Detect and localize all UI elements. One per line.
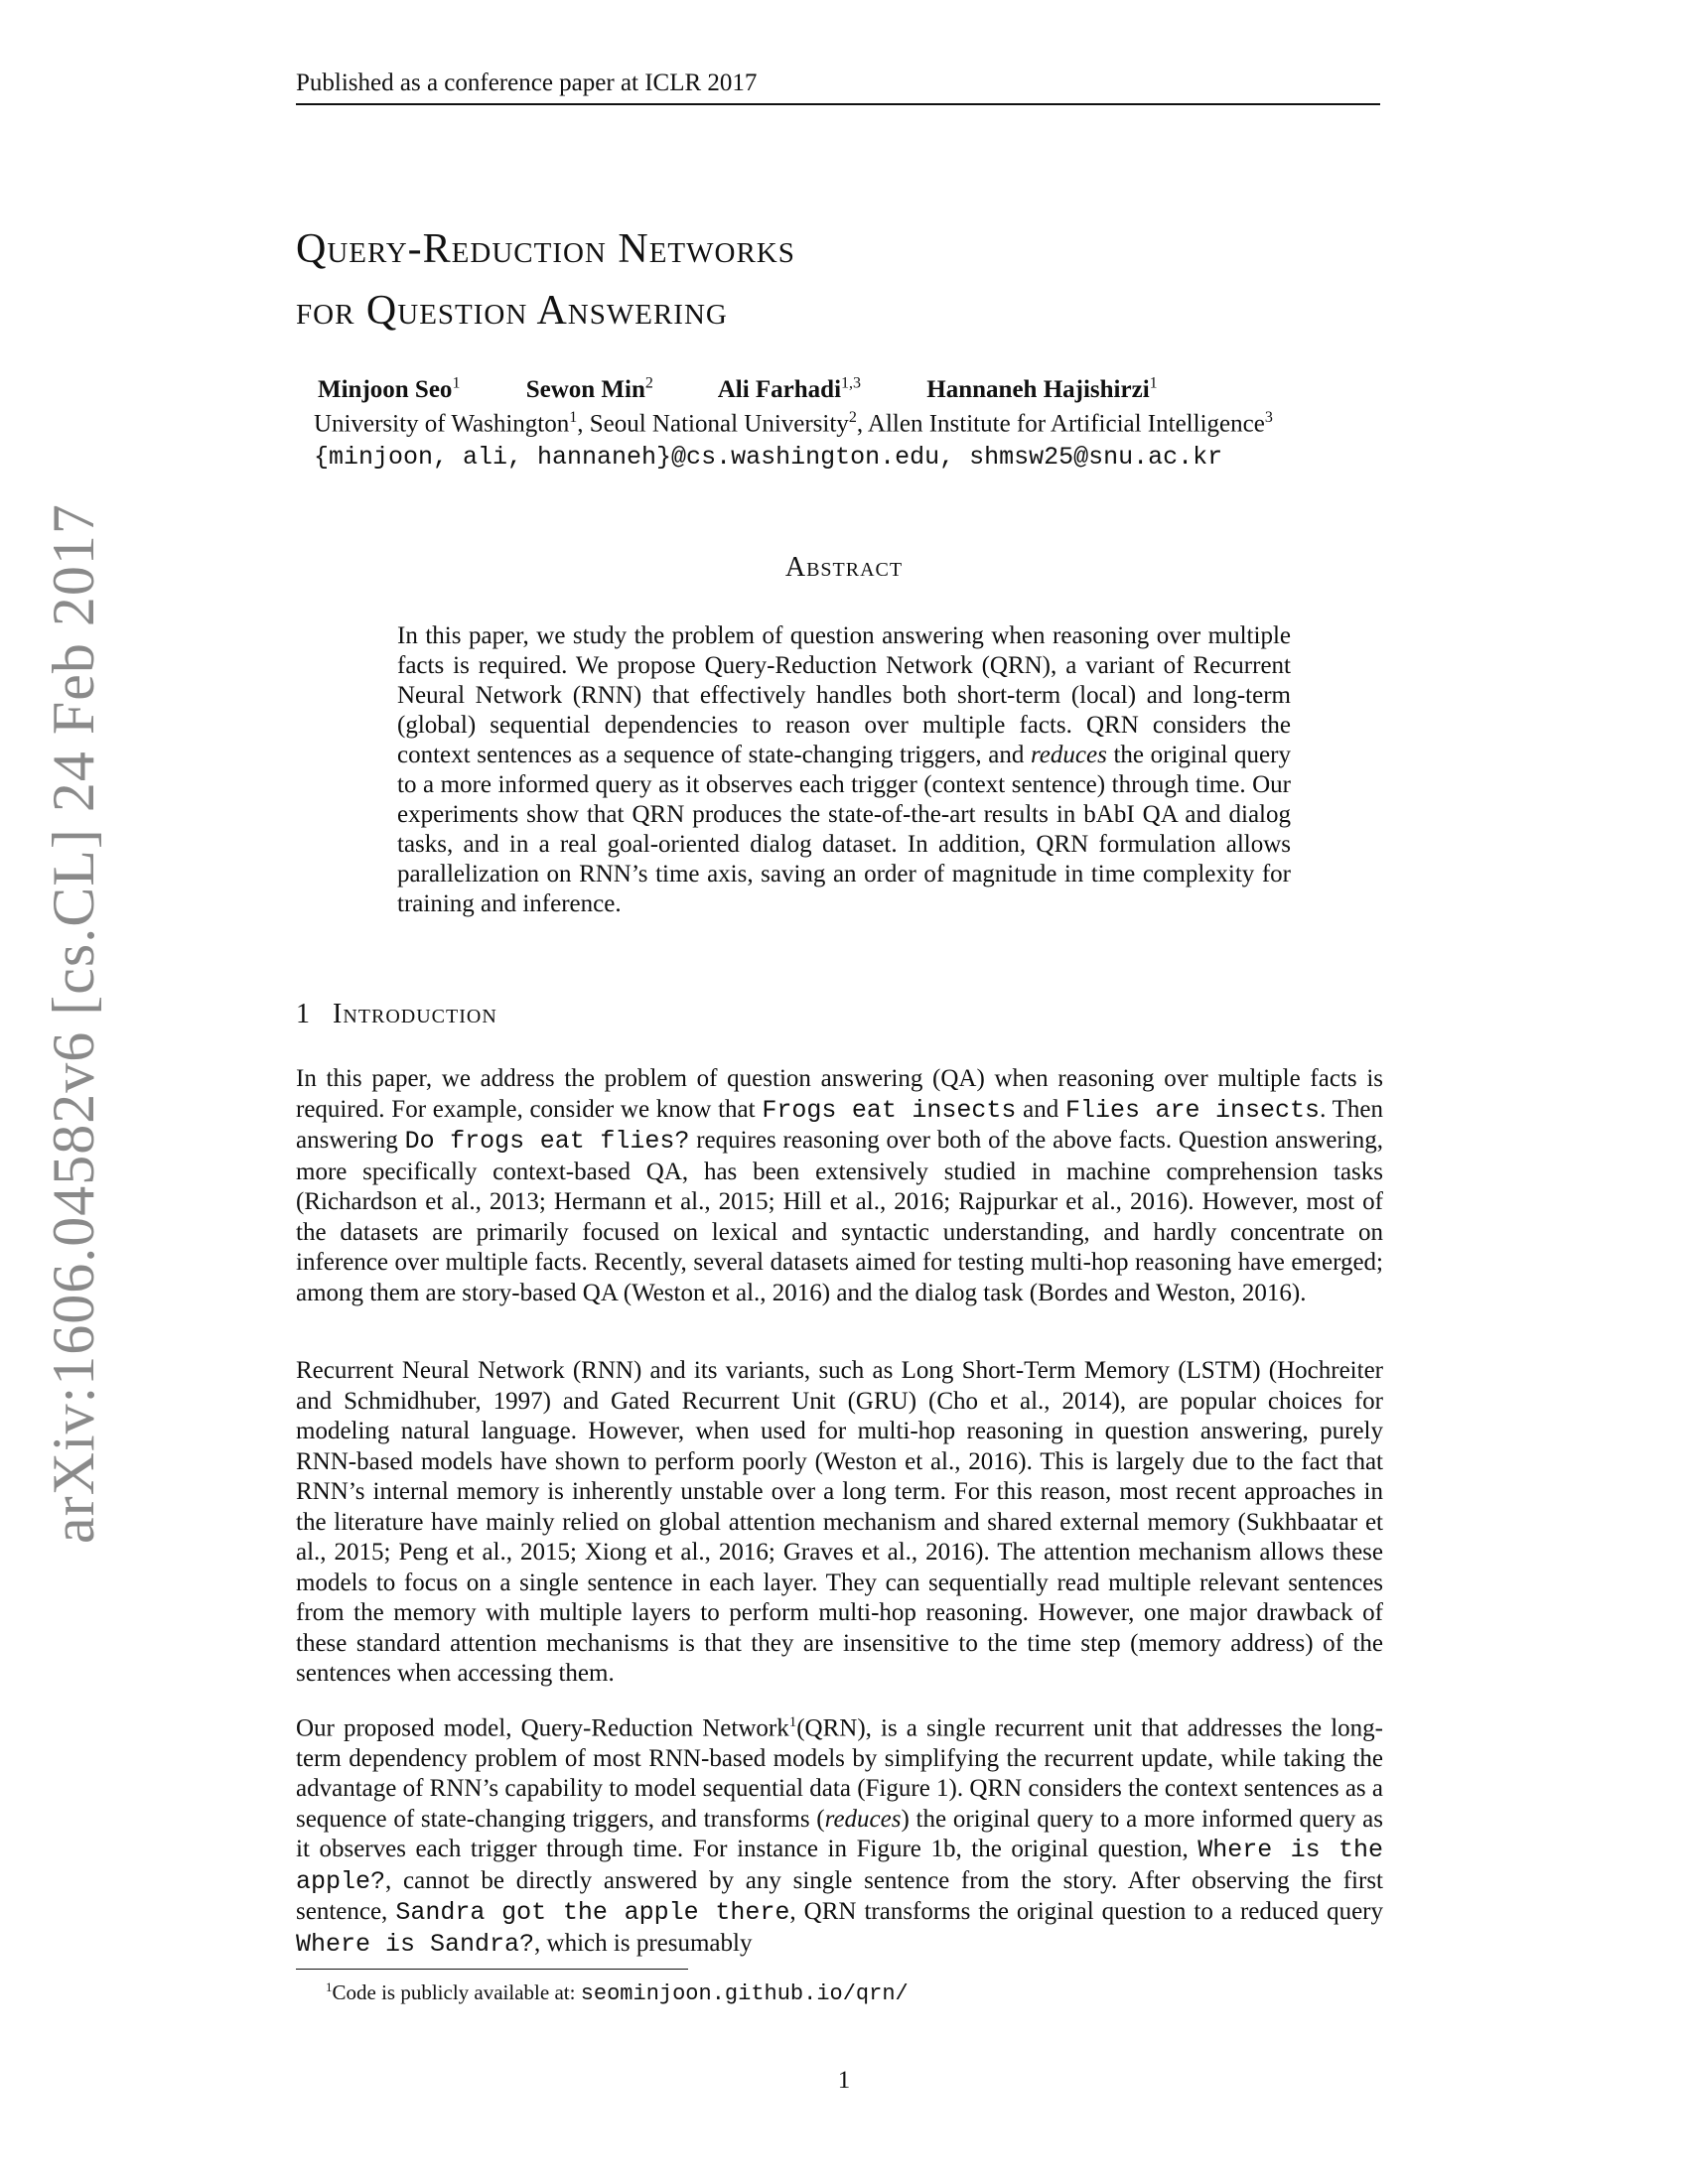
section-heading-introduction: 1 Introduction xyxy=(296,999,497,1029)
abstract-heading: Abstract xyxy=(784,552,904,583)
title-line-1: Query-Reduction Networks xyxy=(296,226,795,272)
arxiv-stamp: arXiv:1606.04582v6 [cs.CL] 24 Feb 2017 xyxy=(41,503,106,1544)
intro-paragraph-3: Our proposed model, Query-Reduction Network$^1$(QRN), is a single recurrent unit that addresses the long-term dependency problem of most RNN-based models by simplifying the recurrent update, while taking the advantage of RNN’s capability to model sequential data (Figure 1). QRN considers the context sentences as a sequence of state-changing triggers, and transforms (reduces) the original query to a more informed query as it observes each trigger through time. For instance in Figure 1b, the original question, Where is the apple?, cannot be directly answered by any single sentence from the story. After observing the first sentence, Sandra got the apple there, QRN transforms the original question to a reduced query Where is Sandra?, which is presumably xyxy=(296,1714,1384,1959)
author: Sewon Min$^2$ xyxy=(525,375,653,404)
footnote: $^1$Code is publicly available at: seominjoon.github.io/qrn/ xyxy=(326,1979,909,2006)
title-line-2: for Question Answering xyxy=(296,288,728,334)
footnote-marker[interactable]: 1 xyxy=(788,1714,797,1730)
author-list xyxy=(318,375,1217,404)
code-url-link[interactable]: seominjoon.github.io/qrn/ xyxy=(580,1981,909,2006)
intro-paragraph-1: In this paper, we address the problem of question answering (QA) when reasoning over multiple facts is required. For example, consider we know that Frogs eat insects and Flies are insects. Then answering Do frogs eat flies? requires reasoning over both of the above facts. Question answering, more specifically context-based QA, has been extensively studied in machine comprehension tasks (Richardson et al., 2013; Hermann et al., 2015; Hill et al., 2016; Rajpurkar et al., 2016). However, most of the datasets are primarily focused on lexical and syntactic understanding, and hardly concentrate on inference over multiple facts. Recently, several datasets aimed for testing multi-hop reasoning have emerged; among them are story-based QA (Weston et al., 2016) and the dialog task (Bordes and Weston, 2016). xyxy=(296,1065,1383,1306)
conference-header: Published as a conference paper at ICLR 2017 xyxy=(296,69,1380,105)
footnote-divider xyxy=(296,1969,688,1970)
author-emails: {minjoon, ali, hannaneh}@cs.washington.edu, shmsw25@snu.ac.kr xyxy=(314,443,1223,472)
intro-paragraph-2: Recurrent Neural Network (RNN) and its variants, such as Long Short-Term Memory (LSTM) (Hochreiter and Schmidhuber, 1997) and Gated Recurrent Unit (GRU) (Cho et al., 2014), are popular choices for modeling natural language. However, when used for multi-hop reasoning in question answering, purely RNN-based models have shown to perform poorly (Weston et al., 2016). This is largely due to the fact that RNN’s internal memory is inherently unstable over a long term. For this reason, most recent approaches in the literature have mainly relied on global attention mechanism and shared external memory (Sukhbaatar et al., 2015; Peng et al., 2015; Xiong et al., 2016; Graves et al., 2016). The attention mechanism allows these models to focus on a single sentence in each layer. They can sequentially read multiple relevant sentences from the memory with multiple layers to perform multi-hop reasoning. However, one major drawback of these standard attention mechanisms is that they are insensitive to the time step (memory address) of the sentences when accessing them. xyxy=(296,1357,1383,1687)
author: Minjoon Seo$^1$ xyxy=(318,375,461,404)
author: Hannaneh Hajishirzi$^1$ xyxy=(926,375,1158,404)
author: Ali Farhadi$^{1,3}$ xyxy=(717,375,862,404)
abstract-body: In this paper, we study the problem of question answering when reasoning over multiple facts is required. We propose Query-Reduction Network (QRN), a variant of Recurrent Neural Network (RNN) that effectively handles both short-term (local) and long-term (global) sequential dependencies to reason over multiple facts. QRN considers the context sentences as a sequence of state-changing triggers, and reduces the original query to a more informed query as it observes each trigger (context sentence) through time. Our experiments show that QRN produces the state-of-the-art results in bAbI QA and dialog tasks, and in a real goal-oriented dialog dataset. In addition, QRN formulation allows parallelization on RNN’s time axis, saving an order of magnitude in time complexity for training and inference. xyxy=(397,622,1291,917)
affiliations: University of Washington$^1$, Seoul National University$^2$, Allen Institute for Artificial Intelligence$^3$ xyxy=(314,409,1273,438)
page-number: 1 xyxy=(837,2067,851,2094)
paper-title xyxy=(296,218,795,341)
